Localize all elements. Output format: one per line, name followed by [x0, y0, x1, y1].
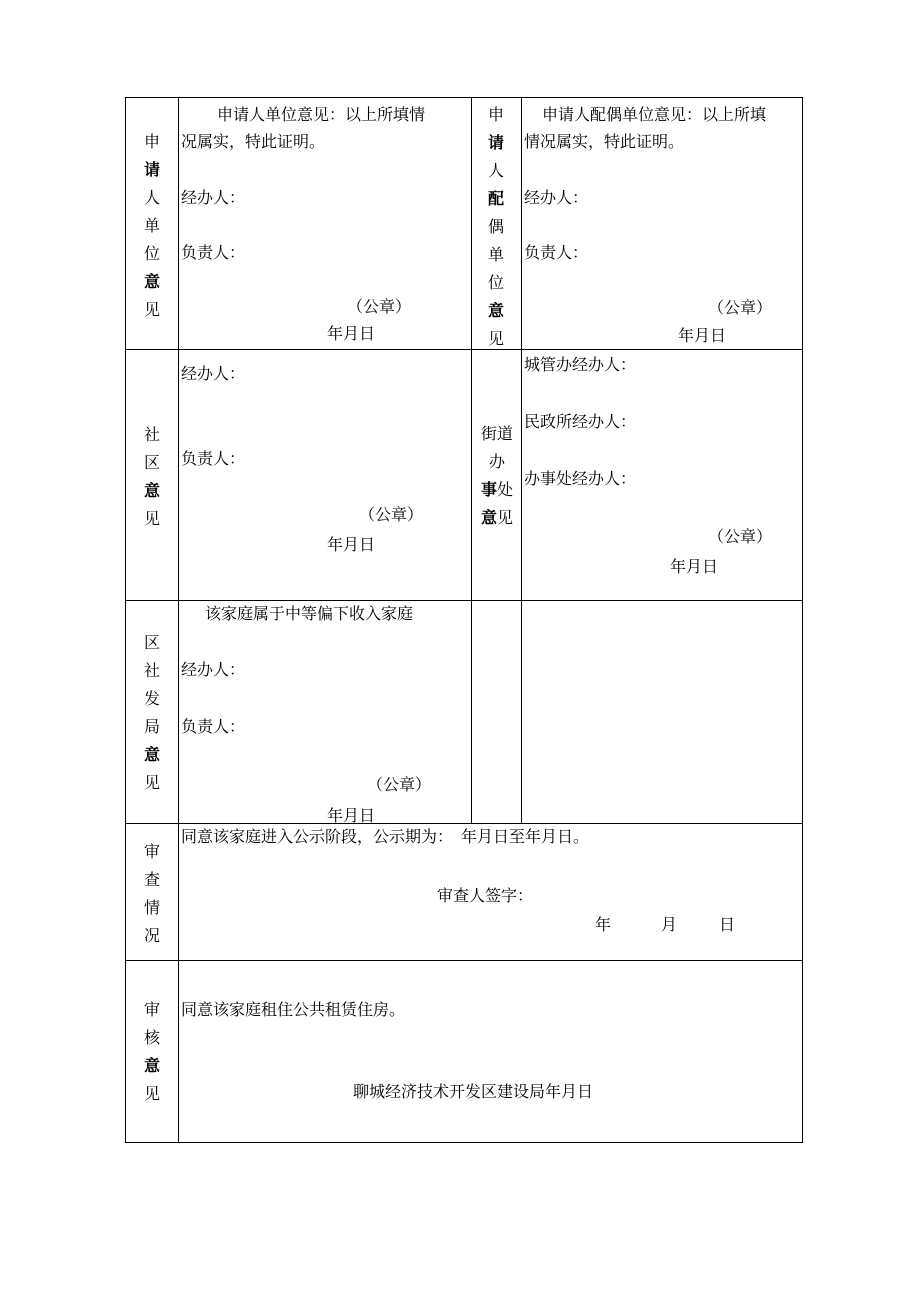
street-office-seal: （公章） — [708, 527, 773, 546]
applicant-unit-handler: 经办人： — [181, 188, 246, 207]
review-day: 日 — [719, 915, 736, 934]
applicant-unit-seal: （公章） — [347, 297, 412, 316]
community-opinion-cell — [178, 349, 472, 601]
district-bureau-opinion-cell — [178, 600, 472, 824]
district-bureau-principal: 负责人： — [181, 717, 246, 736]
district-bureau-label: 区 社 发 局 意 见 — [143, 633, 160, 792]
urban-management-handler: 城管办经办人： — [524, 355, 637, 374]
district-bureau-date: 年月日 — [327, 806, 376, 824]
approval-content-cell — [178, 960, 803, 1143]
community-label-cell — [125, 349, 179, 601]
opinion-form — [125, 97, 803, 1143]
approval-label: 审 核 意 见 — [143, 1000, 160, 1103]
applicant-unit-date: 年月日 — [327, 324, 376, 343]
civil-affairs-handler: 民政所经办人： — [524, 412, 637, 431]
applicant-unit-principal: 负责人： — [181, 243, 246, 262]
review-label-cell — [125, 823, 179, 961]
spouse-unit-handler: 经办人： — [524, 188, 589, 207]
community-principal: 负责人： — [181, 449, 246, 468]
community-label: 社 区 意 见 — [143, 425, 160, 528]
spouse-unit-label: 申 请 人 配 偶 单 位 意 见 — [487, 105, 504, 348]
district-bureau-handler: 经办人： — [181, 660, 246, 679]
applicant-unit-statement-line1: 申请人单位意见：以上所填情 — [217, 105, 426, 124]
approval-label-cell — [125, 960, 179, 1143]
review-statement: 同意该家庭进入公示阶段，公示期为： 年月日至年月日。 — [181, 827, 590, 846]
community-handler: 经办人： — [181, 364, 246, 383]
applicant-unit-statement-line2: 况属实，特此证明。 — [181, 132, 326, 151]
approval-statement: 同意该家庭租住公共租赁住房。 — [181, 1000, 406, 1019]
spouse-unit-seal: （公章） — [708, 298, 773, 317]
street-office-label-cell — [471, 349, 522, 601]
review-content-cell — [178, 823, 803, 961]
street-office-label: 街道 办 事处 意见 — [480, 424, 514, 527]
review-label: 审 查 情 况 — [143, 842, 160, 945]
reviewer-signature: 审查人签字： — [437, 886, 534, 905]
applicant-unit-opinion-cell — [178, 97, 472, 350]
spouse-unit-opinion-cell — [521, 97, 803, 350]
approval-issuer: 聊城经济技术开发区建设局年月日 — [353, 1082, 594, 1101]
spouse-unit-date: 年月日 — [678, 326, 727, 345]
district-bureau-seal: （公章） — [367, 775, 432, 794]
community-date: 年月日 — [327, 535, 376, 554]
spouse-unit-statement-line1: 申请人配偶单位意见：以上所填 — [542, 105, 767, 124]
review-month: 月 — [661, 915, 678, 934]
review-year: 年 — [595, 915, 612, 934]
spouse-unit-principal: 负责人： — [524, 243, 589, 262]
district-bureau-label-cell — [125, 600, 179, 824]
district-bureau-statement: 该家庭属于中等偏下收入家庭 — [205, 604, 414, 623]
empty-opinion-cell — [521, 600, 803, 824]
spouse-unit-label-cell — [471, 97, 522, 350]
spouse-unit-statement-line2: 情况属实，特此证明。 — [524, 132, 685, 151]
empty-label-cell — [471, 600, 522, 824]
community-seal: （公章） — [359, 505, 424, 524]
applicant-unit-label: 申 请 人 单 位 意 见 — [143, 132, 160, 319]
sub-district-office-handler: 办事处经办人： — [524, 469, 637, 488]
street-office-date: 年月日 — [670, 557, 719, 576]
street-office-opinion-cell — [521, 349, 803, 601]
applicant-unit-label-cell — [125, 97, 179, 350]
